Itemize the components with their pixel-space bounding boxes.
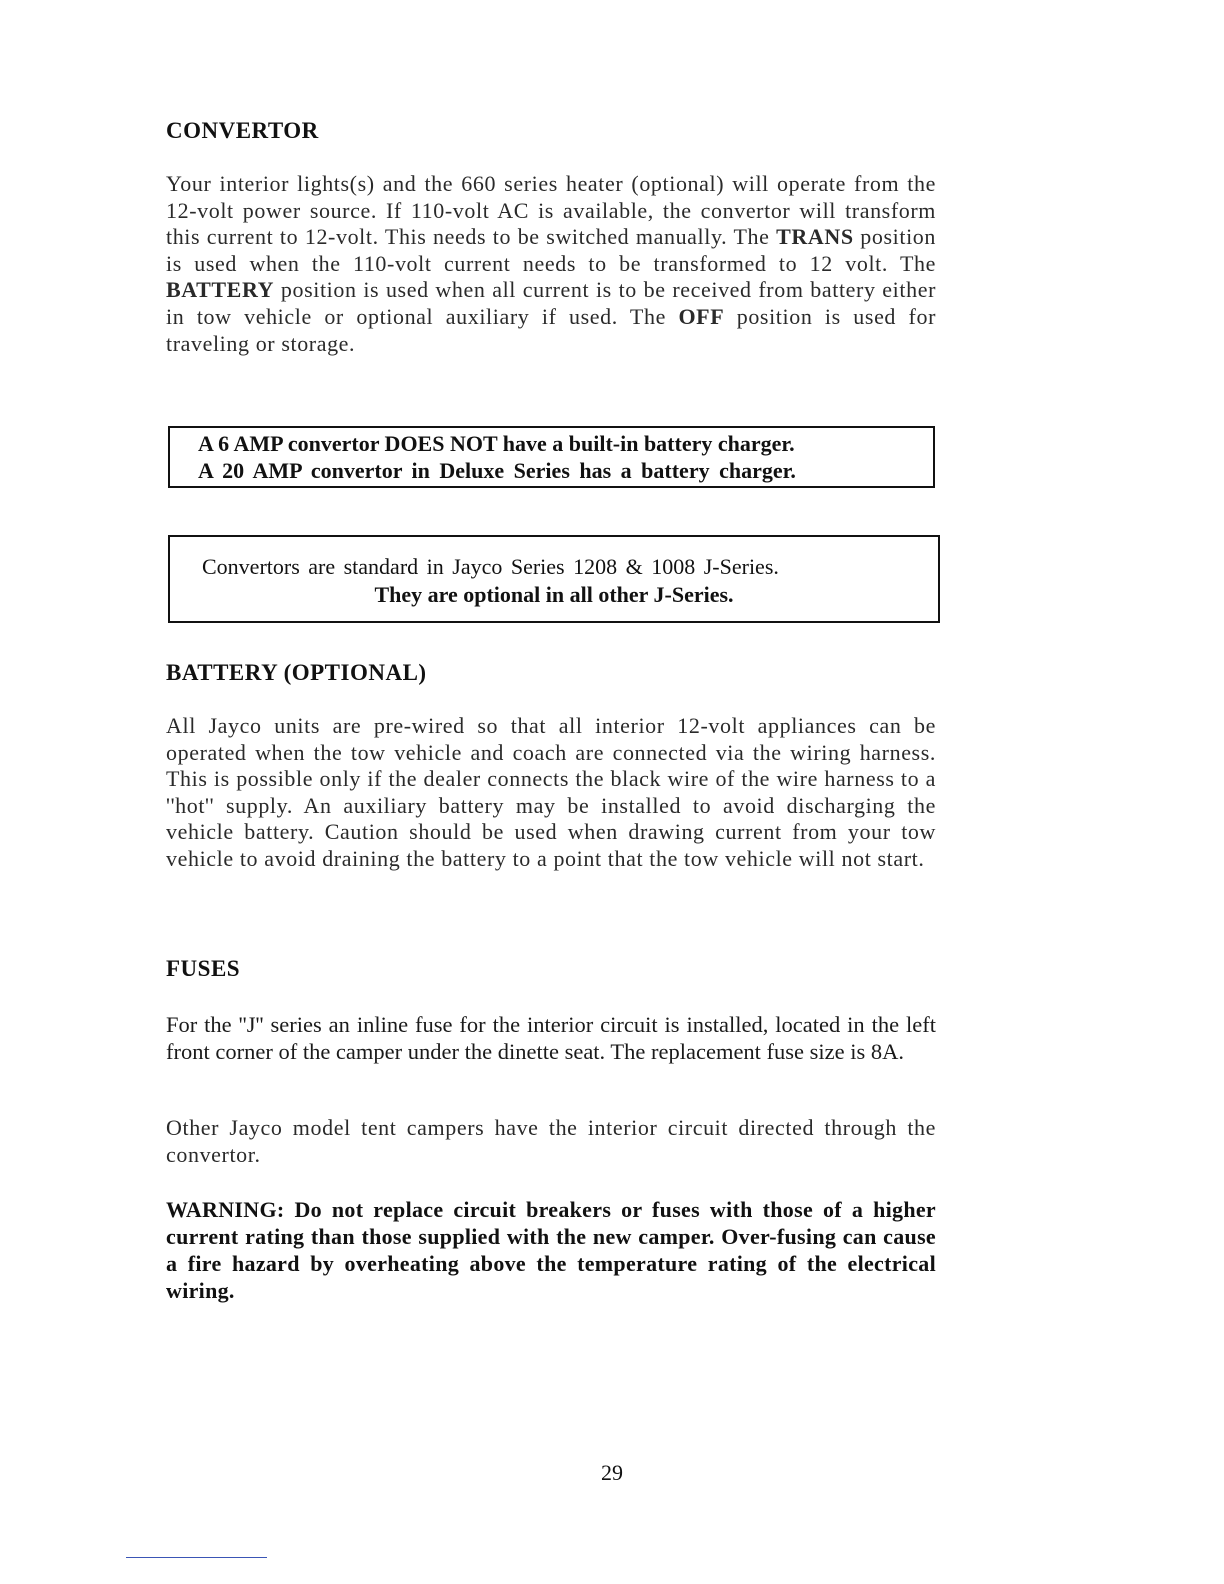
convertor-text-1: Your interior lights(s) and the 660 series heater (optional) will operate from the 12-volt power source. If 110-volt AC is available, the convertor will transform this current to 12-volt. This needs to be switched manually. The xyxy=(166,171,936,250)
battery-keyword: BATTERY xyxy=(166,277,275,303)
fuses-heading: FUSES xyxy=(166,956,241,981)
convertor-paragraph xyxy=(166,171,936,357)
convertor-heading: CONVERTOR xyxy=(166,118,319,143)
fuses-paragraph-1: For the ''J'' series an inline fuse for the interior circuit is installed, located in the left front corner of the camper under the dinette seat. The replacement fuse size is 8A. xyxy=(166,1012,936,1064)
convertor-availability-box xyxy=(168,535,940,623)
page-number: 29 xyxy=(601,1460,623,1485)
fuses-warning: WARNING: Do not replace circuit breakers or fuses with those of a higher current rating than those supplied with the new camper. Over-fusing can cause a fire hazard by overheating above the temperature rating of the electrical wiring. xyxy=(166,1197,936,1303)
off-keyword: OFF xyxy=(678,303,725,329)
availability-line-2: They are optional in all other J-Series. xyxy=(374,582,734,607)
amp-convertor-notice-box xyxy=(168,426,935,488)
convertor-text-4: position is used for traveling or storage. xyxy=(166,303,936,356)
footer-divider xyxy=(126,1557,267,1558)
battery-heading: BATTERY (OPTIONAL) xyxy=(166,660,427,685)
battery-paragraph: All Jayco units are pre-wired so that all interior 12-volt appliances can be operated when the tow vehicle and coach are connected via the wiring harness. This is possible only if the dealer connects the black wire of the wire harness to a ''hot'' supply. An auxiliary battery may be installed to avoid discharging the vehicle battery. Caution should be used when drawing current from your tow vehicle to avoid draining the battery to a point that the tow vehicle will not start. xyxy=(166,713,936,871)
amp-notice-line-1: A 6 AMP convertor DOES NOT have a built-in battery charger. xyxy=(198,431,795,456)
availability-line-1: Convertors are standard in Jayco Series 1208 & 1008 J-Series. xyxy=(202,554,779,579)
convertor-text-3: position is used when all current is to be received from battery either in tow vehicle or optional auxiliary if used. The xyxy=(166,277,936,329)
fuses-paragraph-2: Other Jayco model tent campers have the interior circuit directed through the convertor. xyxy=(166,1115,936,1167)
amp-notice-line-2: A 20 AMP convertor in Deluxe Series has a battery charger. xyxy=(198,458,796,483)
trans-keyword: TRANS xyxy=(776,224,854,250)
convertor-text-2: position is used when the 110-volt current needs to be transformed to 12 volt. The xyxy=(166,224,936,276)
